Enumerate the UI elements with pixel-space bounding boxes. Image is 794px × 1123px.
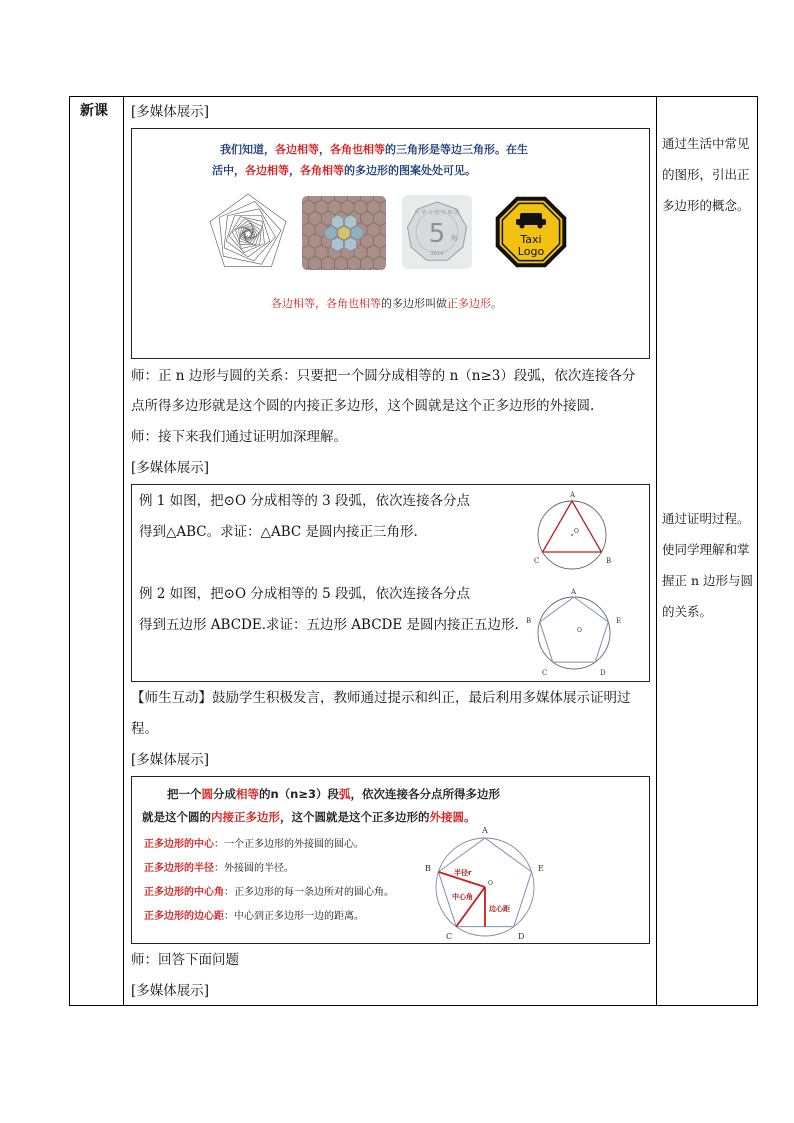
- fig-center-angle-label: 中心角: [452, 893, 473, 901]
- para3-line2: 程。: [131, 721, 158, 737]
- fig-label-o: O: [488, 880, 493, 887]
- teaching-note-2: [662, 503, 753, 627]
- slide-definitions: [131, 776, 650, 944]
- media-tag-2: [多媒体展示]: [131, 460, 210, 476]
- definition-radius: 正多边形的半径：外接圆的半径。: [144, 863, 294, 874]
- para1-line1: 师：正 n 边形与圆的关系：只要把一个圆分成相等的 n（n≥3）段弧，依次连接各分: [131, 368, 636, 384]
- colored-hex-tile: [325, 226, 337, 240]
- colored-hex-tile: [332, 215, 344, 229]
- table-bottom-border: [69, 1005, 758, 1006]
- fig-label-c: C: [446, 932, 453, 941]
- slide1-footer: 各边相等，各角也相等的多边形叫做正多边形。: [271, 297, 502, 310]
- pent-label-c: C: [542, 669, 548, 677]
- table-col-divider-1: [123, 96, 124, 1006]
- media-tag-3: [多媒体展示]: [131, 752, 210, 768]
- example2-line1: 例 2 如图，把⊙O 分成相等的 5 段弧，依次连接各分点: [139, 586, 471, 602]
- slide3-line2: 就是这个圆的内接正多边形，这个圆就是这个正多边形的外接圆。: [142, 810, 476, 824]
- tri-label-o: O: [574, 528, 579, 535]
- fig-apothem-label: 边心距: [489, 905, 510, 913]
- nested-pentagons-image: [206, 191, 290, 271]
- tri-label-a: A: [570, 491, 576, 499]
- example1-line1: 例 1 如图，把⊙O 分成相等的 3 段弧，依次连接各分点: [139, 493, 471, 509]
- definition-center: 正多边形的中心：一个正多边形的外接圆的圆心。: [144, 839, 364, 850]
- colored-hex-tile: [345, 215, 357, 229]
- para3-line1: 【师生互动】鼓励学生积极发言，教师通过提示和纠正，最后利用多媒体展示证明过: [131, 690, 631, 706]
- note1-line2: 的图形，引出正: [662, 167, 750, 182]
- slide1-line2: 活中，各边相等，各角相等的多边形的图案处处可见。: [212, 164, 476, 177]
- para4: 师：回答下面问题: [131, 952, 239, 968]
- coin-image: [402, 195, 472, 269]
- para1-line2: 点所得多边形就是这个圆的内接正多边形，这个圆就是这个正多边形的外接圆.: [131, 398, 595, 414]
- fig-label-a: A: [482, 826, 488, 835]
- note2-line3: 握正 n 边形与圆: [662, 573, 753, 588]
- triangle-circle-figure: [530, 489, 618, 573]
- slide-examples: [131, 484, 650, 682]
- hexagon-tiles-image: [302, 196, 386, 270]
- coin-chars: 中 华 人 民 共 和 国: [414, 210, 460, 216]
- example2-line2: 得到五边形 ABCDE.求证：五边形 ABCDE 是圆内接正五边形.: [139, 617, 519, 633]
- teaching-note-1: [662, 128, 750, 221]
- fig-label-e: E: [538, 864, 544, 873]
- section-label: 新课: [80, 103, 108, 119]
- fig-label-d: D: [518, 932, 525, 941]
- definition-apothem: 正多边形的边心距：中心到正多边形一边的距离。: [144, 911, 364, 922]
- table-top-border: [69, 96, 758, 97]
- note2-line4: 的关系。: [662, 604, 713, 619]
- slide-regular-polygon-intro: [131, 128, 650, 359]
- slide3-line1: 把一个圆分成相等的n（n≥3）段弧，依次连接各分点所得多边形: [167, 787, 501, 801]
- fig-label-b: B: [425, 864, 431, 873]
- colored-hex-tile: [351, 226, 363, 240]
- taxi-text: Taxi: [520, 233, 542, 246]
- table-col-divider-2: [656, 96, 657, 1006]
- colored-hex-tile: [345, 237, 357, 251]
- colored-hex-tile: [338, 226, 350, 240]
- colored-hex-tile: [332, 237, 344, 251]
- pent-label-o: O: [577, 627, 582, 634]
- note2-line1: 通过证明过程。: [662, 511, 750, 526]
- media-tag-1: [多媒体展示]: [131, 104, 210, 120]
- example1-line2: 得到△ABC。求证：△ABC 是圆内接正三角形.: [139, 524, 418, 540]
- logo-text: Logo: [517, 245, 545, 258]
- tri-label-b: B: [606, 557, 612, 565]
- coin-number: 5: [428, 219, 446, 249]
- definition-center-angle: 正多边形的中心角：正多边形的每一条边所对的圆心角。: [144, 887, 394, 898]
- note1-line3: 多边形的概念。: [662, 198, 750, 213]
- pent-label-e: E: [616, 617, 622, 625]
- taxi-logo-image: [490, 193, 572, 271]
- coin-unit: 角: [450, 234, 458, 242]
- table-left-border: [69, 96, 70, 1006]
- tri-label-c: C: [534, 557, 540, 565]
- pentagon-circle-figure: [522, 585, 626, 677]
- note2-line2: 使同学理解和掌: [662, 542, 750, 557]
- pent-label-d: D: [600, 669, 606, 677]
- pent-label-a: A: [571, 588, 577, 596]
- note1-line1: 通过生活中常见: [662, 136, 750, 151]
- para2: 师：接下来我们通过证明加深理解。: [131, 429, 347, 445]
- media-tag-4: [多媒体展示]: [131, 983, 210, 999]
- fig-radius-label: 半径r: [454, 869, 472, 877]
- pent-label-b: B: [526, 617, 532, 625]
- table-right-border: [757, 96, 758, 1006]
- regular-pentagon-definition-figure: [422, 825, 552, 943]
- slide1-line1: 我们知道，各边相等，各角也相等的三角形是等边三角形。在生: [220, 143, 528, 156]
- coin-year: 2014: [430, 251, 444, 257]
